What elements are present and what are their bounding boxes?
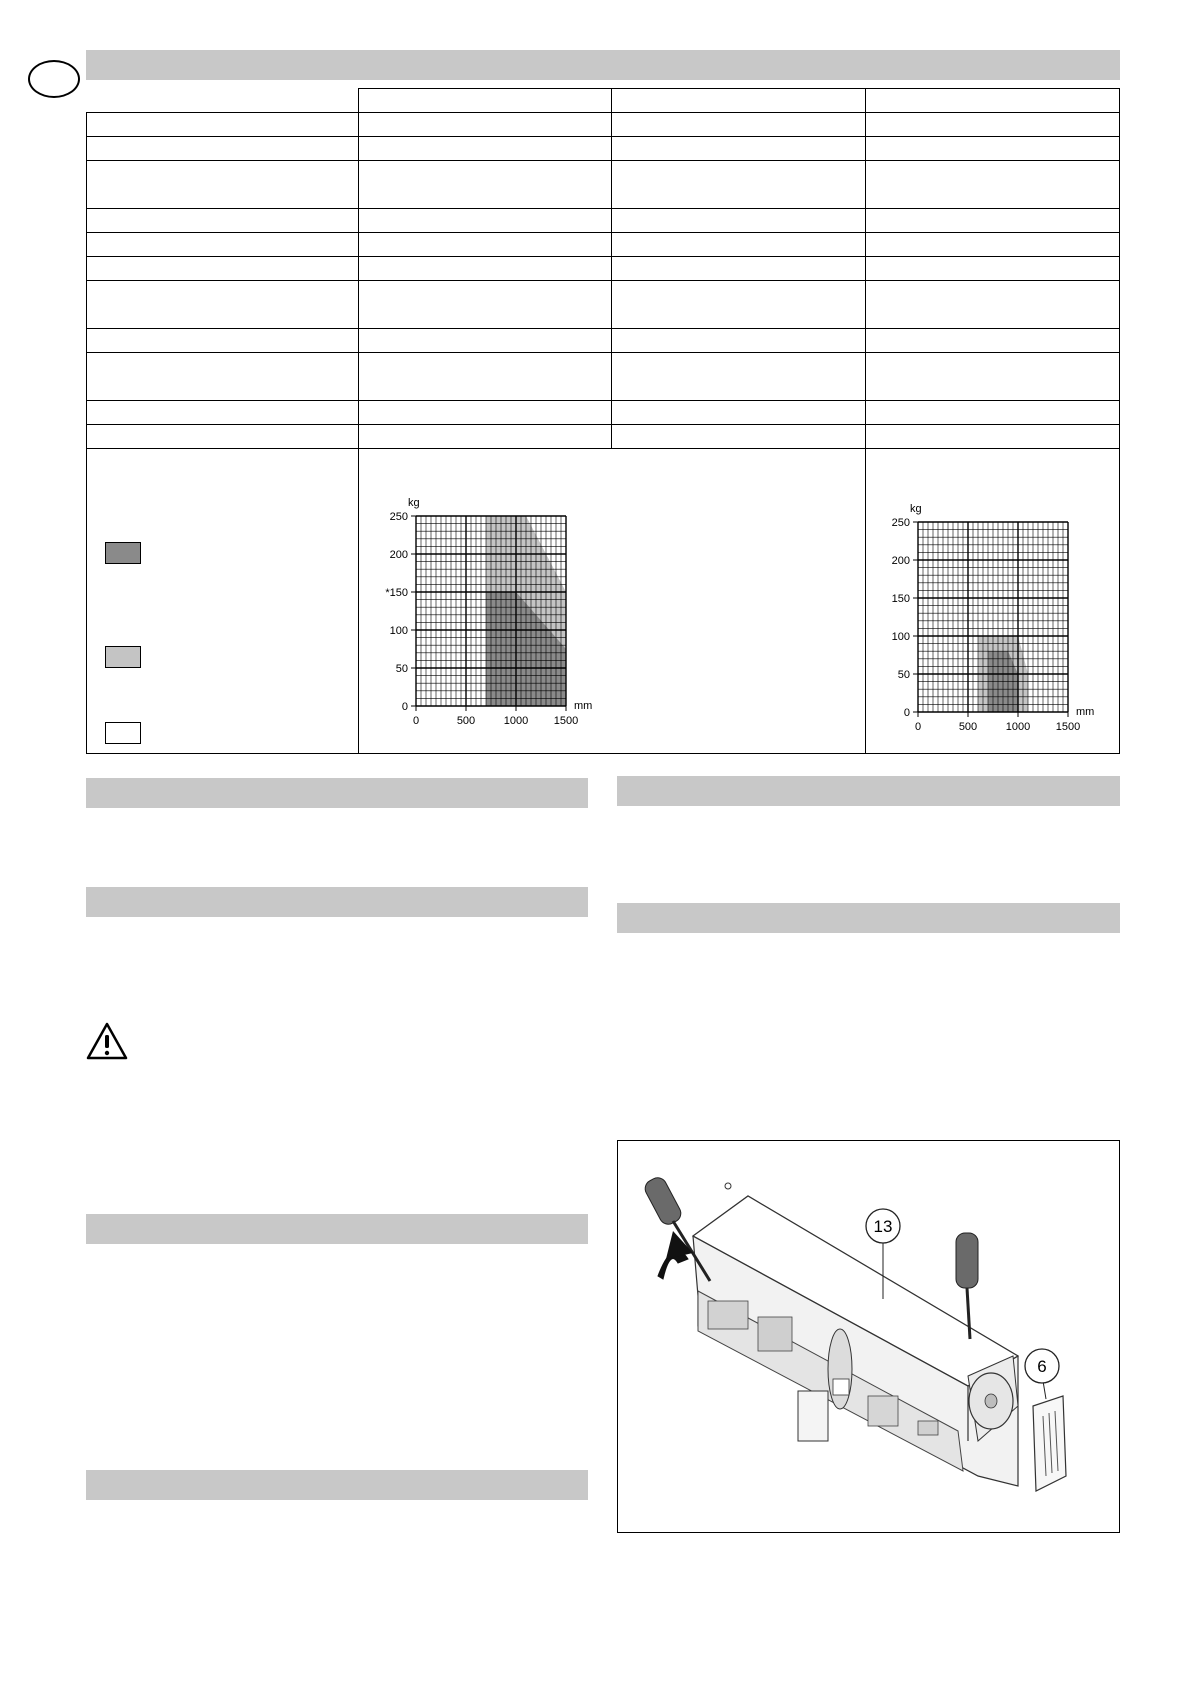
table-header-cell xyxy=(358,89,612,113)
y-tick-label: 200 xyxy=(891,555,910,567)
table-cell xyxy=(358,209,612,233)
table-cell xyxy=(87,161,359,209)
table-cell xyxy=(87,257,359,281)
x-tick-label: 1000 xyxy=(503,715,529,727)
section-header-right-2 xyxy=(617,903,1120,933)
table-cell xyxy=(612,329,866,353)
legend-swatch-light xyxy=(105,646,141,668)
table-cell xyxy=(87,137,359,161)
table-cell xyxy=(358,233,612,257)
legend-swatch-white xyxy=(105,722,141,744)
legend-swatch-dark xyxy=(105,542,141,564)
table-cell xyxy=(866,425,1120,449)
table-cell xyxy=(358,353,612,401)
table-cell xyxy=(612,281,866,329)
y-tick-label: 0 xyxy=(903,707,910,719)
section-header-left-1 xyxy=(86,778,588,808)
table-cell xyxy=(866,137,1120,161)
y-tick-label: 0 xyxy=(401,701,408,713)
x-tick-label: 500 xyxy=(456,715,476,727)
table-cell xyxy=(612,233,866,257)
x-tick-label: 1500 xyxy=(553,715,579,727)
x-axis-unit-label: mm xyxy=(1076,706,1095,718)
table-cell xyxy=(866,281,1120,329)
table-row xyxy=(87,281,1120,329)
x-tick-label: 500 xyxy=(958,721,978,733)
x-tick-label: 1500 xyxy=(1055,721,1081,733)
table-cell xyxy=(612,161,866,209)
legend-cell xyxy=(87,449,359,754)
table-cell xyxy=(358,137,612,161)
y-tick-label: *150 xyxy=(385,587,408,599)
section-header-left-4 xyxy=(86,1470,588,1500)
warning-icon xyxy=(86,1022,128,1060)
table-cell xyxy=(866,353,1120,401)
y-tick-label: 200 xyxy=(389,549,408,561)
table-cell xyxy=(87,329,359,353)
section-header-technical-data xyxy=(86,50,1120,80)
table-cell xyxy=(866,329,1120,353)
section-header-left-2 xyxy=(86,887,588,917)
table-cell xyxy=(87,353,359,401)
table-cell xyxy=(866,257,1120,281)
table-row xyxy=(87,425,1120,449)
table-cell xyxy=(612,353,866,401)
table-cell xyxy=(866,209,1120,233)
table-cell xyxy=(612,401,866,425)
table-cell xyxy=(612,425,866,449)
screwdriver-left xyxy=(642,1175,710,1281)
table-row xyxy=(87,233,1120,257)
y-tick-label: 100 xyxy=(891,631,910,643)
table-header-cell xyxy=(87,89,359,113)
section-header-left-3 xyxy=(86,1214,588,1244)
table-cell xyxy=(866,161,1120,209)
table-row xyxy=(87,113,1120,137)
y-tick-label: 50 xyxy=(897,669,910,681)
table-cell xyxy=(87,209,359,233)
table-cell xyxy=(358,425,612,449)
table-cell xyxy=(612,257,866,281)
table-row xyxy=(87,209,1120,233)
table-row xyxy=(87,257,1120,281)
table-cell xyxy=(87,281,359,329)
table-row xyxy=(87,161,1120,209)
table-row xyxy=(87,353,1120,401)
y-axis-unit-label: kg xyxy=(408,497,420,509)
table-cell xyxy=(612,137,866,161)
table-cell xyxy=(866,113,1120,137)
table-cell xyxy=(866,401,1120,425)
table-row xyxy=(87,401,1120,425)
table-cell xyxy=(358,329,612,353)
section-header-right-1 xyxy=(617,776,1120,806)
callout-6: 6 xyxy=(1037,1357,1047,1376)
table-cell xyxy=(87,401,359,425)
y-tick-label: 150 xyxy=(891,593,910,605)
table-cell xyxy=(358,401,612,425)
table-row xyxy=(87,137,1120,161)
table-cell xyxy=(358,161,612,209)
y-axis-unit-label: kg xyxy=(910,503,922,515)
table-cell xyxy=(87,113,359,137)
table-cell xyxy=(612,209,866,233)
door-weight-width-chart-2 xyxy=(872,494,1112,734)
table-cell xyxy=(87,425,359,449)
table-row xyxy=(87,329,1120,353)
language-badge xyxy=(28,60,80,98)
table-cell xyxy=(358,257,612,281)
y-tick-label: 50 xyxy=(395,663,408,675)
table-header-cell xyxy=(612,89,866,113)
door-closer-drawing xyxy=(618,1141,1120,1533)
y-tick-label: 250 xyxy=(891,517,910,529)
cover-removal-illustration xyxy=(617,1140,1120,1533)
callout-13: 13 xyxy=(873,1217,893,1236)
table-cell xyxy=(358,113,612,137)
table-cell xyxy=(866,233,1120,257)
table-header-cell xyxy=(866,89,1120,113)
table-cell xyxy=(358,281,612,329)
table-cell xyxy=(612,113,866,137)
table-cell xyxy=(87,233,359,257)
x-tick-label: 0 xyxy=(914,721,922,733)
y-tick-label: 100 xyxy=(389,625,408,637)
door-weight-width-chart-1 xyxy=(370,488,610,728)
x-axis-unit-label: mm xyxy=(574,700,593,712)
x-tick-label: 0 xyxy=(412,715,420,727)
y-tick-label: 250 xyxy=(389,511,408,523)
x-tick-label: 1000 xyxy=(1005,721,1031,733)
table-header-row xyxy=(87,89,1120,113)
